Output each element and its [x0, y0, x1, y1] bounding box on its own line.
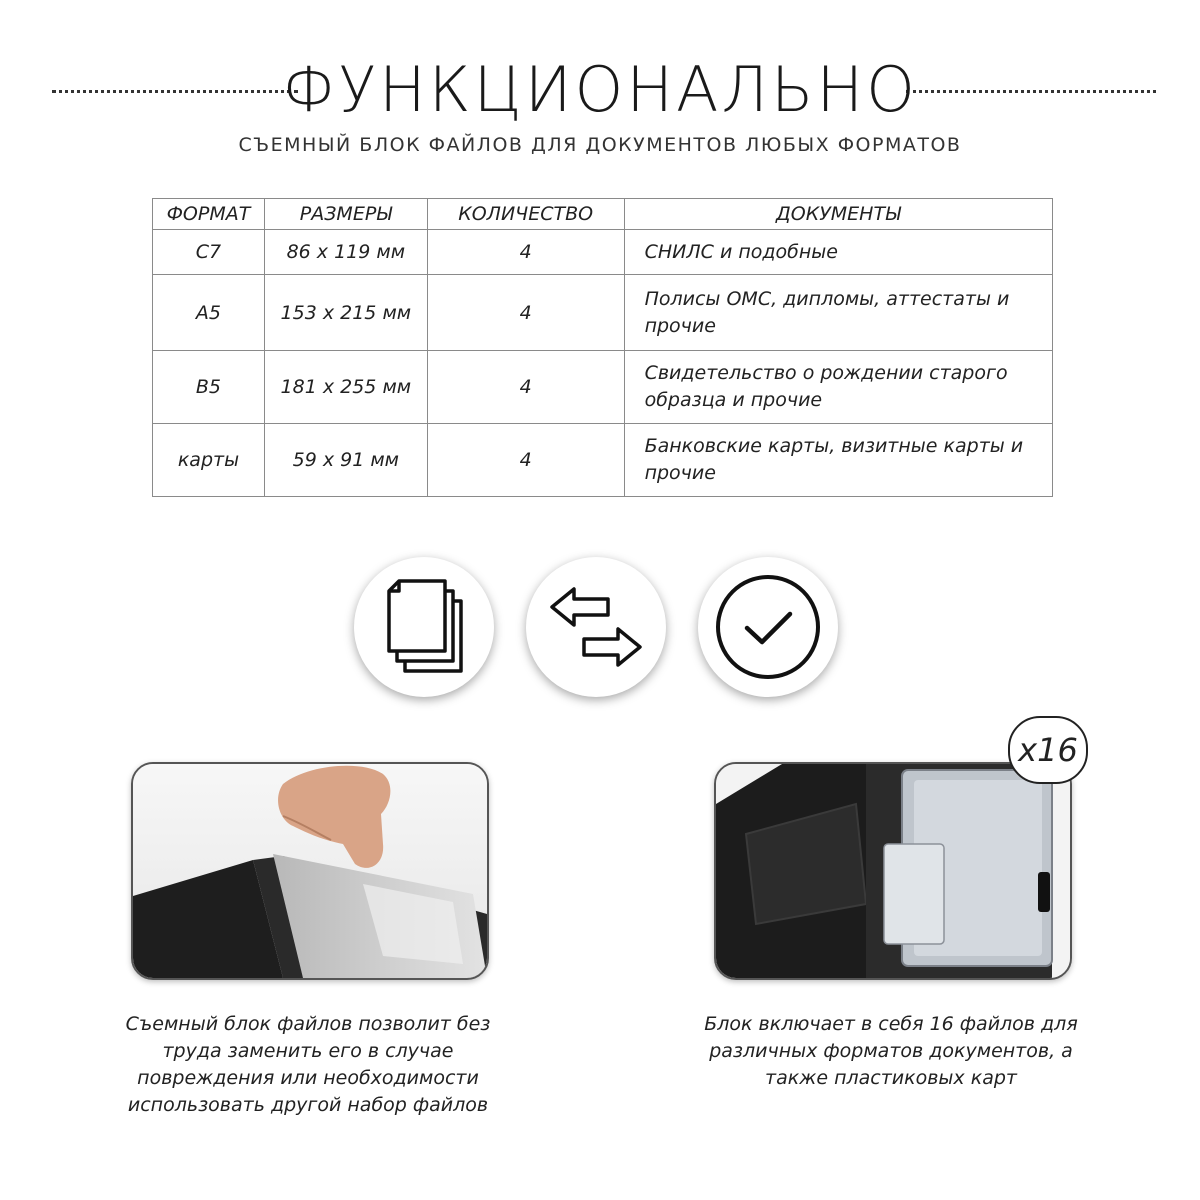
cell-format: карты	[153, 424, 265, 497]
cell-documents: Банковские карты, визитные карты и прочие	[624, 424, 1052, 497]
file-count-badge: x16	[1008, 716, 1088, 784]
column-header-size: РАЗМЕРЫ	[264, 199, 427, 230]
column-header-documents: ДОКУМЕНТЫ	[624, 199, 1052, 230]
cell-quantity: 4	[427, 275, 624, 351]
cell-quantity: 4	[427, 351, 624, 424]
page-title: ФУНКЦИОНАЛЬНО	[282, 53, 918, 126]
cell-quantity: 4	[427, 424, 624, 497]
cell-documents: Свидетельство о рождении старого образца и прочие	[624, 351, 1052, 424]
table-row	[153, 351, 1053, 424]
swap-feature-circle	[526, 557, 666, 697]
check-feature-circle	[698, 557, 838, 697]
page-subtitle: СЪЕМНЫЙ БЛОК ФАЙЛОВ ДЛЯ ДОКУМЕНТОВ ЛЮБЫХ ФОРМАТОВ	[238, 134, 962, 156]
formats-table	[152, 198, 1053, 497]
cell-format: А5	[153, 275, 265, 351]
right-caption: Блок включает в себя 16 файлов для различных форматов документов, а также пластиковых карт	[704, 1013, 1078, 1089]
table-header-row	[153, 199, 1053, 230]
cell-documents: Полисы ОМС, дипломы, аттестаты и прочие	[624, 275, 1052, 351]
cell-size: 86 x 119 мм	[264, 230, 427, 275]
cell-format: С7	[153, 230, 265, 275]
cell-format: В5	[153, 351, 265, 424]
checkmark-circle-icon	[713, 572, 823, 682]
table-row	[153, 230, 1053, 275]
cell-size: 181 x 255 мм	[264, 351, 427, 424]
column-header-format: ФОРМАТ	[153, 199, 265, 230]
table-row	[153, 275, 1053, 351]
documents-feature-circle	[354, 557, 494, 697]
cell-size: 59 x 91 мм	[264, 424, 427, 497]
left-caption: Съемный блок файлов позволит без труда заменить его в случае повреждения или необходимости использовать другой набор файлов	[125, 1013, 491, 1116]
documents-stack-icon	[379, 577, 469, 677]
column-header-quantity: КОЛИЧЕСТВО	[427, 199, 624, 230]
cell-quantity: 4	[427, 230, 624, 275]
file-block-hand-photo	[131, 762, 489, 980]
cover-with-files-photo	[714, 762, 1072, 980]
cell-documents: СНИЛС и подобные	[624, 230, 1052, 275]
table-row	[153, 424, 1053, 497]
cell-size: 153 x 215 мм	[264, 275, 427, 351]
swap-arrows-icon	[548, 585, 644, 669]
